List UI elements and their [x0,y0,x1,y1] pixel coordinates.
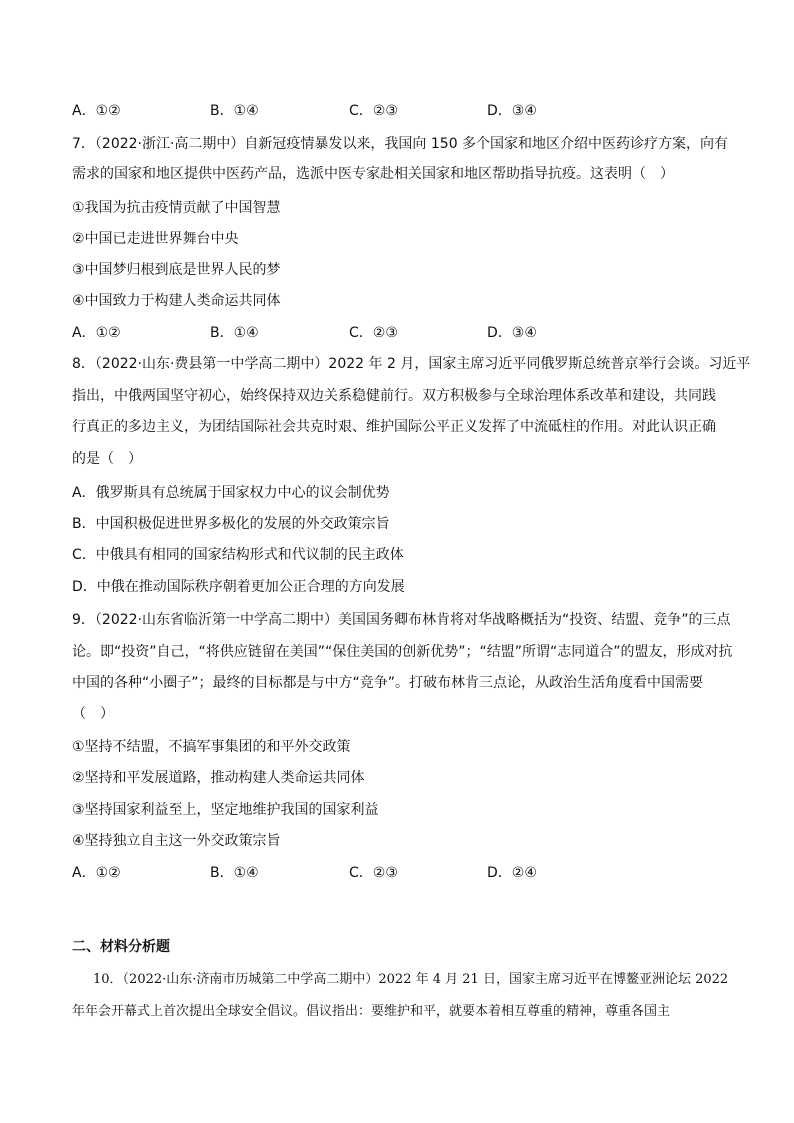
q10-line-1: 10．（2022·山东·济南市历城第二中学高二期中）2022 年 4 月 21 日，国家主席习近平在博鳌亚洲论坛 2022 [93,972,729,987]
q8-choice-a: A．俄罗斯具有总统属于国家权力中心的议会制优势 [72,485,390,501]
q6-option-c: C．②③ [349,103,398,119]
q7-option-b: B．①④ [210,325,259,341]
q9-item-1: ①坚持不结盟，不搞军事集团的和平外交政策 [72,739,351,755]
q9-stem-line-4: （ ） [72,706,114,722]
q9-item-2: ②坚持和平发展道路，推动构建人类命运共同体 [72,770,365,786]
q9-option-a: A．①② [72,865,121,881]
q8-stem-line-2: 指出，中俄两国坚守初心，始终保持双边关系稳健前行。双方积极参与全球治理体系改革和建设，共同践 [72,388,716,404]
q9-options [72,863,732,883]
q9-option-c: C．②③ [349,865,398,881]
q6-option-b: B．①④ [210,103,259,119]
q6-option-d: D．③④ [487,103,537,119]
q9-stem-line-3: 中国的各种“小圈子”；最终的目标都是与中方“竞争”。打破布林肯三点论，从政治生活角度看中国需要 [72,675,704,691]
q8-choice-c: C．中俄具有相同的国家结构形式和代议制的民主政体 [72,547,404,563]
section-heading: 二、材料分析题 [72,939,170,955]
q7-item-4: ④中国致力于构建人类命运共同体 [72,293,281,309]
q8-stem-line-1: 8．（2022·山东·费县第一中学高二期中）2022 年 2 月，国家主席习近平同俄罗斯总统普京举行会谈。习近平 [72,356,751,372]
q8-stem-line-4: 的是（ ） [72,451,142,467]
q9-item-4: ④坚持独立自主这一外交政策宗旨 [72,833,281,849]
q7-option-d: D．③④ [487,325,537,341]
q7-item-3: ③中国梦归根到底是世界人民的梦 [72,262,281,278]
q7-stem-line-1: 7．（2022·浙江·高二期中）自新冠疫情暴发以来，我国向 150 多个国家和地区介绍中医药诊疗方案，向有 [72,136,729,152]
q6-options [72,101,732,121]
q9-option-b: B．①④ [210,865,259,881]
q7-item-2: ②中国已走进世界舞台中央 [72,231,239,247]
q7-stem-line-2: 需求的国家和地区提供中医药产品，选派中医专家赴相关国家和地区帮助指导抗疫。这表明（ ） [72,166,674,182]
q8-stem-line-3: 行真正的多边主义，为团结国际社会共克时艰、维护国际公平正义发挥了中流砥柱的作用。对此认识正确 [72,419,716,435]
q8-choice-b: B．中国积极促进世界多极化的发展的外交政策宗旨 [72,516,390,532]
q7-option-c: C．②③ [349,325,398,341]
q7-item-1: ①我国为抗击疫情贡献了中国智慧 [72,200,281,216]
q7-option-a: A．①② [72,325,121,341]
q10-line-2: 年年会开幕式上首次提出全球安全倡议。倡议指出：要维护和平，就要本着相互尊重的精神，尊重各国主 [72,1004,671,1019]
q9-stem-line-1: 9．（2022·山东省临沂第一中学高二期中）美国国务卿布林肯将对华战略概括为“投资、结盟、竞争”的三点 [72,612,731,628]
q8-choice-d: D．中俄在推动国际秩序朝着更加公正合理的方向发展 [72,579,405,595]
q9-stem-line-2: 论。即“投资”自己，“将供应链留在美国”“保住美国的创新优势”；“结盟”所谓“志同道合”的盟友，形成对抗 [72,644,733,660]
q9-item-3: ③坚持国家利益至上，坚定地维护我国的国家利益 [72,802,379,818]
q7-options [72,323,732,343]
q6-option-a: A．①② [72,103,121,119]
q9-option-d: D．②④ [487,865,537,881]
